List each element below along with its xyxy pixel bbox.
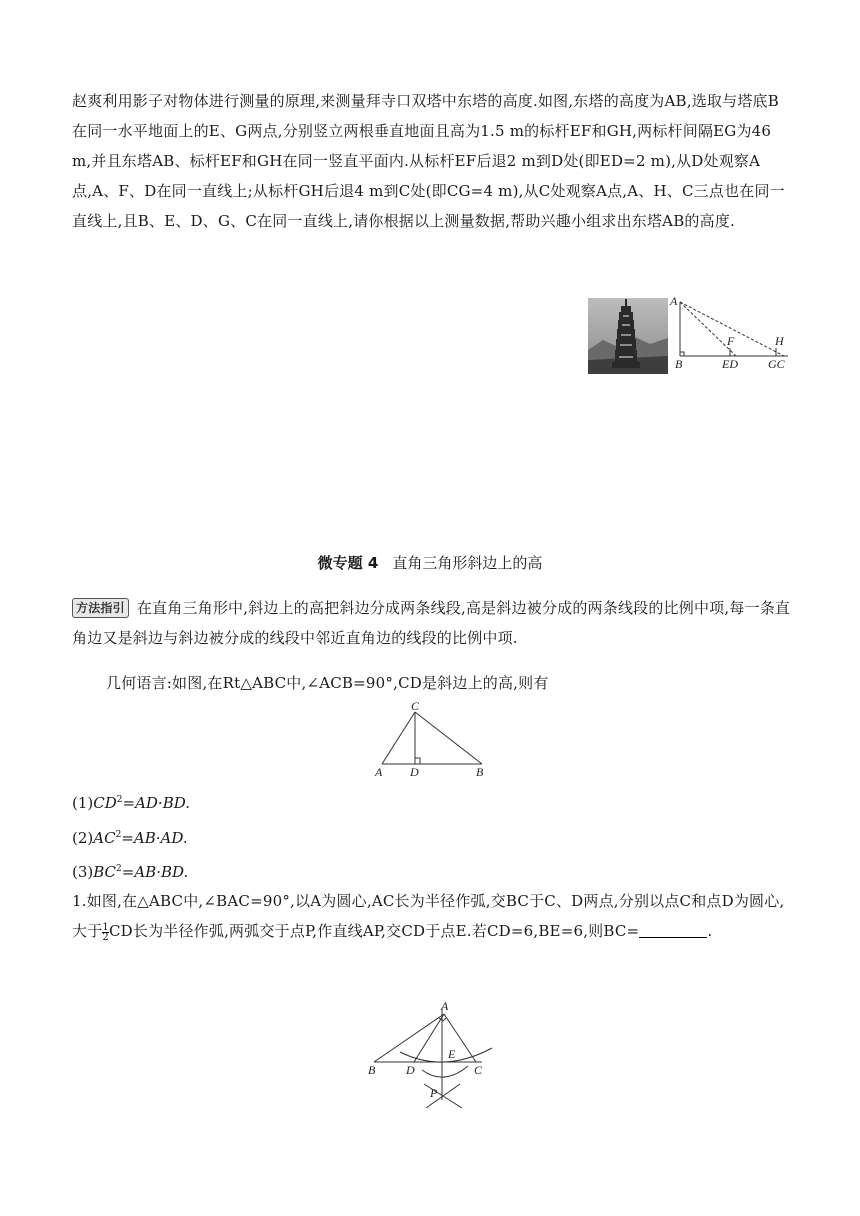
formula-3: $(3)BC^2=AB\cdot BD$. bbox=[72, 863, 189, 881]
fraction-half: $\frac{1}{2}$ bbox=[102, 921, 109, 943]
answer-blank[interactable] bbox=[639, 923, 707, 938]
fig3-label-A: A bbox=[441, 1000, 449, 1013]
section-number: 微专题 4 bbox=[317, 554, 379, 572]
fig2-label-C: C bbox=[411, 700, 420, 713]
section-title bbox=[0, 552, 860, 573]
fig3-label-C: C bbox=[474, 1063, 483, 1077]
tower-photo bbox=[588, 298, 668, 374]
fig3-label-P: P bbox=[430, 1086, 438, 1100]
fig3-label-B: B bbox=[368, 1063, 376, 1077]
formula-2: $(2)AC^2=AB\cdot AD$. bbox=[72, 829, 188, 847]
method-badge: 方法指引 bbox=[72, 598, 129, 618]
method-text: 在直角三角形中,斜边上的高把斜边分成两条线段,高是斜边被分成的两条线段的比例中项,每一条直角边又是斜边与斜边被分成的线段中邻近直角边的线段的比例中项. bbox=[72, 599, 791, 647]
fig1-label-F: F bbox=[727, 334, 735, 348]
fig1-label-GC: GC bbox=[768, 357, 785, 371]
fig2-label-D: D bbox=[410, 765, 419, 779]
problem-intro: 赵爽利用影子对物体进行测量的原理,来测量拜寺口双塔中东塔的高度.如图,东塔的高度为AB,选取与塔底B在同一水平地面上的E、G两点,分别竖立两根垂直地面且高为1.5 m的标杆EF和GH,两标杆间隔EG为46 m,并且东塔AB、标杆EF和GH在同一竖直平面内.从标杆EF后退2 m到D处(即ED=2 m),从D处观察A点,A、F、D在同一直线上;从标杆GH后退4 m到C处(即CG=4 m),从C处观察A点,A、H、C三点也在同一直线上,且B、E、D、G、C在同一直线上,请你根据以上测量数据,帮助兴趣小组求出东塔AB的高度. bbox=[72, 92, 785, 230]
fig3-label-D: D bbox=[406, 1063, 415, 1077]
fig1-label-B: B bbox=[675, 357, 683, 371]
fig1-label-ED: ED bbox=[722, 357, 738, 371]
right-triangle-figure bbox=[368, 700, 498, 780]
question-1: 1.如图,在△ABC中,∠BAC=90°,以A为圆心,AC长为半径作弧,交BC于C、D两点,分别以点C和点D为圆心,大于 $\frac{1}{2}$ CD长为半径作弧,两弧交于点P,作直线AP,交CD于点E.若CD=6,BE=6,则BC= . bbox=[72, 892, 785, 943]
fig2-label-B: B bbox=[476, 765, 484, 779]
geometry-language: 几何语言:如图,在Rt△ABC中,∠ACB=90°,CD是斜边上的高,则有 bbox=[106, 674, 549, 692]
formula-1: $(1)CD^2=AD\cdot BD$. bbox=[72, 794, 190, 812]
construction-figure bbox=[364, 1000, 504, 1108]
tower-figure bbox=[588, 296, 793, 378]
fig1-label-A: A bbox=[670, 296, 678, 308]
fig2-label-A: A bbox=[375, 765, 383, 779]
section-name: 直角三角形斜边上的高 bbox=[392, 554, 543, 572]
fig3-label-E: E bbox=[448, 1047, 456, 1061]
fig1-label-H: H bbox=[775, 334, 784, 348]
method-guide bbox=[72, 593, 792, 653]
